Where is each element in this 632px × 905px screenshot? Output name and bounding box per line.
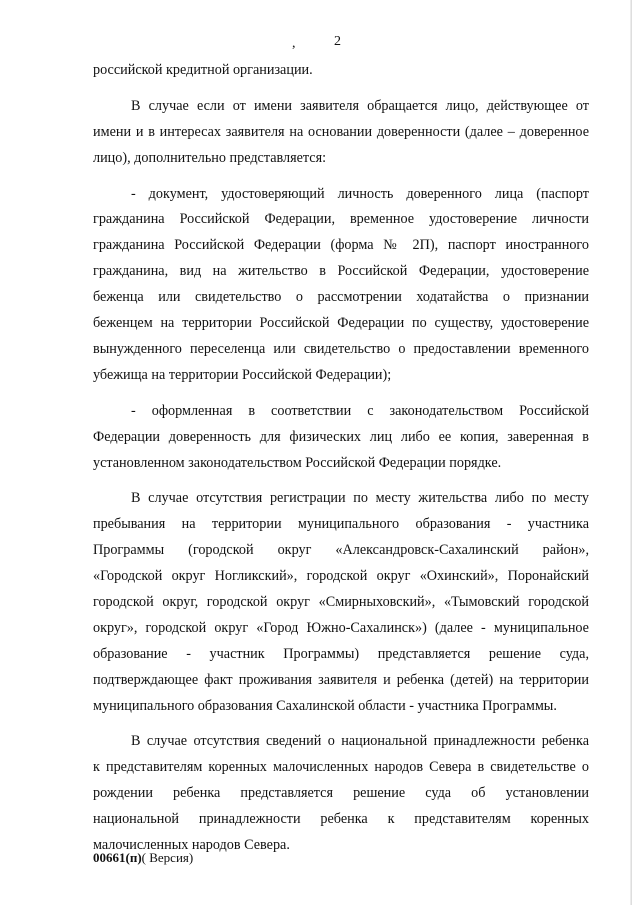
text-line: - оформленная в соответствии с законодательством Российской (131, 402, 589, 419)
text-line: гражданина Российской Федерации, временное удостоверение личности (93, 211, 589, 228)
text-line: пребывания на территории муниципального образования - участника (93, 516, 589, 533)
text-line: округ», городской округ «Город Южно-Сахалинск») (далее - муниципальное (93, 619, 589, 636)
list-item-identity-document (93, 182, 589, 389)
text-line: имени и в интересах заявителя на основании доверенности (далее – доверенное (93, 123, 589, 140)
text-line: городской округ, городской округ «Смирныховский», «Тымовский городской (93, 593, 589, 610)
text-line: подтверждающее факт проживания заявителя и ребенка (детей) на территории (93, 671, 589, 688)
text-line: российской кредитной организации. (93, 62, 313, 78)
document-footer (93, 850, 193, 866)
text-line: беженцем на территории Российской Федерации по существу, удостоверение (93, 315, 589, 332)
text-line: лицо), дополнительно представляется: (93, 149, 327, 166)
text-line: В случае если от имени заявителя обращается лицо, действующее от (131, 97, 589, 114)
document-code: 00661(п) (93, 850, 142, 865)
text-line: В случае отсутствия сведений о национальной принадлежности ребенка (131, 733, 589, 750)
text-line: Программы (городской округ «Александровск-Сахалинский район», (93, 542, 589, 559)
text-line: образование - участник Программы) представляется решение суда, (93, 645, 589, 662)
text-line: беженца или свидетельство о рассмотрении ходатайства о признании (93, 289, 589, 306)
text-line: гражданина, вид на жительство в Российской Федерации, удостоверение (93, 263, 589, 280)
text-line: В случае отсутствия регистрации по месту жительства либо по месту (131, 490, 589, 507)
text-line: установленном законодательством Российской Федерации порядке. (93, 454, 502, 471)
text-line: - документ, удостоверяющий личность доверенного лица (паспорт (131, 185, 589, 202)
text-line: национальной принадлежности ребенка к представителям коренных (93, 811, 589, 828)
paragraph-bank-continuation (93, 58, 589, 84)
paragraph-no-registration (93, 486, 589, 719)
text-line: «Городской округ Ногликский», городской округ «Охинский», Поронайский (93, 568, 589, 585)
paragraph-nationality (93, 729, 589, 858)
text-line: Федерации доверенность для физических лиц либо ее копия, заверенная в (93, 428, 589, 445)
text-line: малочисленных народов Севера. (93, 837, 290, 854)
scan-mark: , (292, 36, 296, 51)
text-line: гражданина Российской Федерации (форма № 2П), паспорт иностранного (93, 237, 589, 254)
text-line: убежища на территории Российской Федерации); (93, 366, 392, 383)
document-version: ( Версия) (141, 850, 194, 865)
list-item-power-of-attorney (93, 399, 589, 477)
text-line: к представителям коренных малочисленных народов Севера в свидетельстве о (93, 759, 589, 776)
text-line: муниципального образования Сахалинской области - участника Программы. (93, 697, 557, 714)
document-body (93, 58, 589, 859)
page-number: 2 (334, 34, 341, 49)
text-line: вынужденного переселенца или свидетельство о предоставлении временного (93, 340, 589, 357)
text-line: рождении ребенка представляется решение суда об установлении (93, 785, 589, 802)
paragraph-proxy (93, 94, 589, 172)
